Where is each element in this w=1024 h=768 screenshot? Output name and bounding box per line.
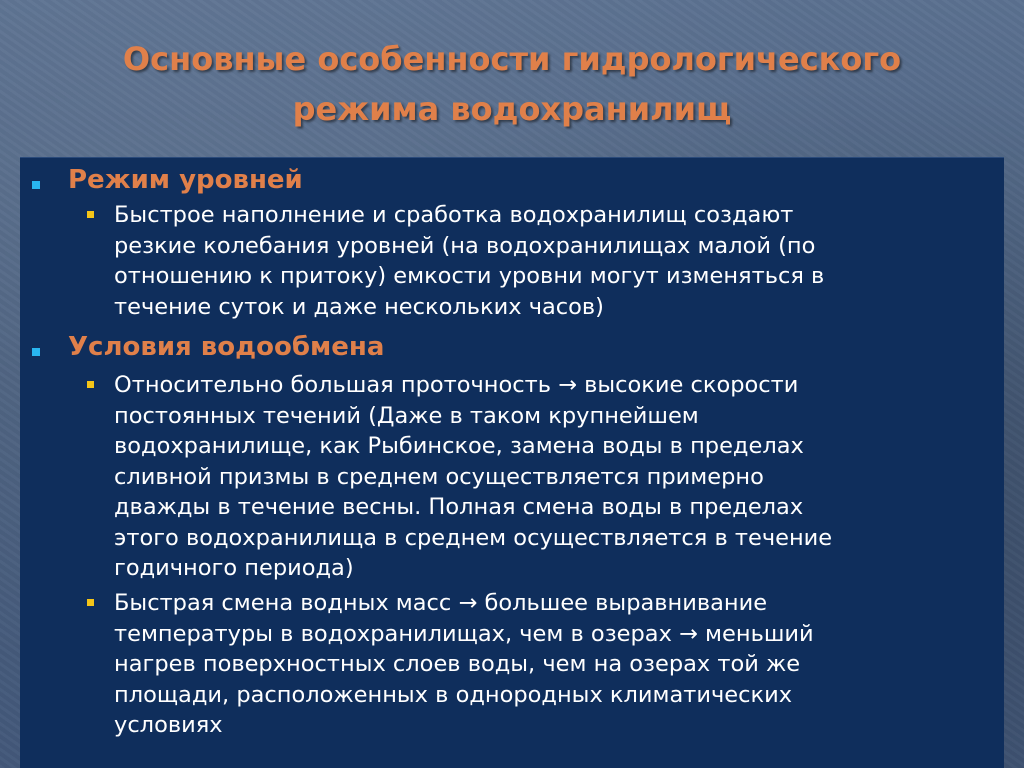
text-line: сливной призмы в среднем осуществляется примерно <box>114 463 764 490</box>
square-bullet-icon <box>32 348 40 356</box>
text-line: условиях <box>114 712 223 738</box>
text-line: годичного периода) <box>114 555 354 581</box>
text-line: резкие колебания уровней (на водохранилищах малой (по <box>114 232 816 259</box>
square-bullet-icon <box>32 181 40 189</box>
text-line: дважды в течение весны. Полная смена воды в пределах <box>114 494 804 520</box>
list-item-levels-1 <box>114 200 824 322</box>
section-heading-levels: Режим уровней <box>68 165 303 195</box>
text-line: отношению к притоку) емкости уровни могут изменяться в <box>114 263 825 289</box>
text-line: нагрев поверхностных слоев воды, чем на озерах той же <box>114 651 801 677</box>
square-bullet-icon <box>87 381 94 388</box>
text-line: площади, расположенных в однородных климатических <box>114 681 793 708</box>
square-bullet-icon <box>87 211 94 218</box>
text-line: течение суток и даже нескольких часов) <box>114 293 604 320</box>
text-line: постоянных течений (Даже в таком крупнейшем <box>114 402 699 429</box>
text-line: водохранилище, как Рыбинское, замена воды в пределах <box>114 433 804 459</box>
text-line: этого водохранилища в среднем осуществляется в течение <box>114 524 833 551</box>
content-panel <box>20 157 1004 768</box>
list-item-water-exchange-1 <box>114 370 832 584</box>
slide-title <box>0 34 1024 134</box>
text-line: Быстрая смена водных масс → большее выравнивание <box>114 590 768 616</box>
slide-title-line-2: режима водохранилищ <box>292 90 732 128</box>
section-heading-water-exchange: Условия водообмена <box>68 332 385 362</box>
text-line: Быстрое наполнение и сработка водохранилищ создают <box>114 202 794 228</box>
slide-title-line-1: Основные особенности гидрологического <box>122 40 902 78</box>
square-bullet-icon <box>87 599 94 606</box>
text-line: Относительно большая проточность → высокие скорости <box>114 372 799 398</box>
list-item-water-exchange-2 <box>114 588 814 741</box>
text-line: температуры в водохранилищах, чем в озерах → меньший <box>114 620 814 647</box>
